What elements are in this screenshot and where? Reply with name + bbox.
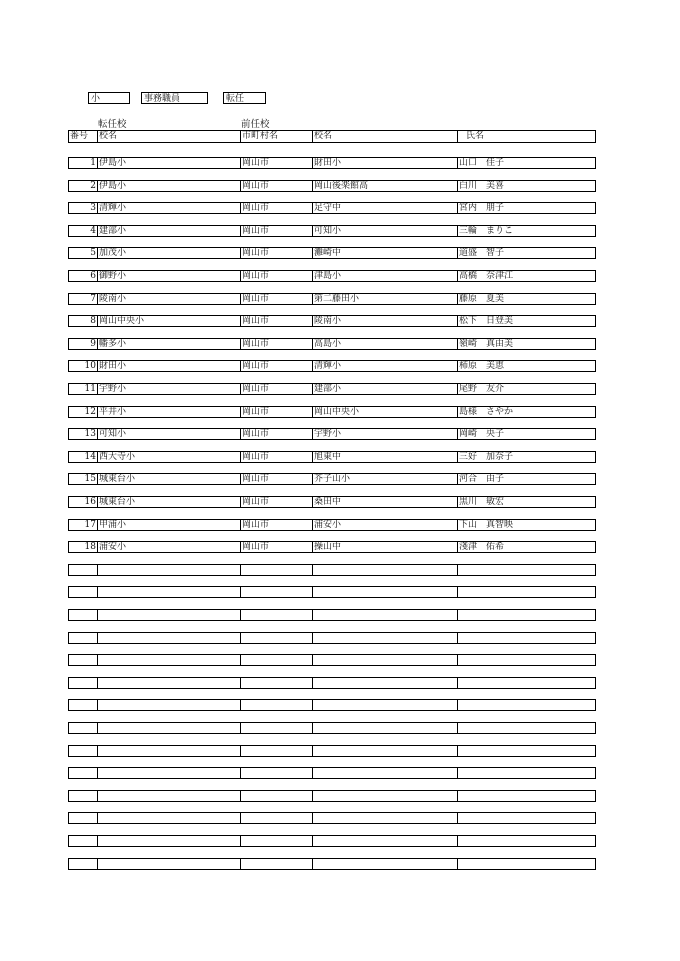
prev-school-name: 浦安小 bbox=[312, 520, 457, 530]
prev-city bbox=[240, 836, 312, 846]
new-school-name bbox=[97, 836, 240, 846]
new-school-name: 宇野小 bbox=[97, 384, 240, 394]
prev-city: 岡山市 bbox=[240, 294, 312, 304]
row-number bbox=[69, 723, 97, 733]
prev-city bbox=[240, 723, 312, 733]
person-name: 岡崎 央子 bbox=[457, 429, 595, 439]
person-name bbox=[457, 791, 595, 801]
new-school-name: 幡多小 bbox=[97, 339, 240, 349]
table-row bbox=[68, 406, 596, 418]
row-number bbox=[69, 746, 97, 756]
prev-city bbox=[240, 746, 312, 756]
row-number: 7 bbox=[90, 294, 96, 304]
prev-city: 岡山市 bbox=[240, 361, 312, 371]
row-number: 18 bbox=[84, 542, 96, 552]
table-row bbox=[68, 812, 596, 824]
new-school-name: 平井小 bbox=[97, 407, 240, 417]
new-school-name bbox=[97, 791, 240, 801]
prev-city: 岡山市 bbox=[240, 248, 312, 258]
row-number bbox=[69, 678, 97, 688]
table-row bbox=[68, 564, 596, 576]
header-prev-city: 市町村名 bbox=[240, 131, 312, 142]
table-row bbox=[68, 383, 596, 395]
row-number: 15 bbox=[84, 474, 96, 484]
new-school-name bbox=[97, 813, 240, 823]
header-number: 番号 bbox=[70, 131, 89, 141]
table-row bbox=[68, 541, 596, 553]
person-name: 松下 日登美 bbox=[457, 316, 595, 326]
table-row bbox=[68, 473, 596, 485]
table-row bbox=[68, 609, 596, 621]
prev-city: 岡山市 bbox=[240, 384, 312, 394]
new-school-name bbox=[97, 768, 240, 778]
new-school-group-heading: 転任校 bbox=[98, 119, 127, 130]
row-number bbox=[69, 791, 97, 801]
table-row bbox=[68, 180, 596, 192]
table-row bbox=[68, 225, 596, 237]
school-type-field: 小 bbox=[88, 92, 130, 104]
table-row bbox=[68, 451, 596, 463]
prev-school-name: 財田小 bbox=[312, 158, 457, 168]
row-number bbox=[69, 859, 97, 869]
table-row bbox=[68, 428, 596, 440]
new-school-name: 可知小 bbox=[97, 429, 240, 439]
table-row bbox=[68, 790, 596, 802]
person-name bbox=[457, 587, 595, 597]
row-number bbox=[69, 565, 97, 575]
prev-school-name: 岡山後楽館高 bbox=[312, 181, 457, 191]
prev-city: 岡山市 bbox=[240, 520, 312, 530]
new-school-name bbox=[97, 859, 240, 869]
prev-city: 岡山市 bbox=[240, 474, 312, 484]
person-name: 宮内 朋子 bbox=[457, 203, 595, 213]
prev-school-name bbox=[312, 633, 457, 643]
person-name: 白川 美喜 bbox=[457, 181, 595, 191]
new-school-name: 御野小 bbox=[97, 271, 240, 281]
prev-school-name bbox=[312, 791, 457, 801]
prev-school-name bbox=[312, 700, 457, 710]
row-number bbox=[69, 633, 97, 643]
person-name bbox=[457, 655, 595, 665]
table-row bbox=[68, 745, 596, 757]
row-number bbox=[69, 768, 97, 778]
new-school-name bbox=[97, 678, 240, 688]
row-number: 14 bbox=[84, 452, 96, 462]
person-name: 柿原 美恵 bbox=[457, 361, 595, 371]
new-school-name: 伊島小 bbox=[97, 158, 240, 168]
new-school-name: 城東台小 bbox=[97, 497, 240, 507]
person-name: 藤原 夏美 bbox=[457, 294, 595, 304]
prev-city bbox=[240, 655, 312, 665]
prev-school-name bbox=[312, 587, 457, 597]
table-row bbox=[68, 202, 596, 214]
row-number: 5 bbox=[90, 248, 96, 258]
prev-school-name bbox=[312, 678, 457, 688]
person-name bbox=[457, 678, 595, 688]
person-name: 山口 佳子 bbox=[457, 158, 595, 168]
new-school-name: 甲浦小 bbox=[97, 520, 240, 530]
prev-city: 岡山市 bbox=[240, 407, 312, 417]
prev-school-name: 陵南小 bbox=[312, 316, 457, 326]
prev-city bbox=[240, 859, 312, 869]
prev-school-group-heading: 前任校 bbox=[241, 119, 270, 130]
new-school-name bbox=[97, 633, 240, 643]
prev-school-name: 可知小 bbox=[312, 226, 457, 236]
header-prev-school-name: 校名 bbox=[312, 131, 457, 142]
person-name: 道盛 智子 bbox=[457, 248, 595, 258]
row-number bbox=[69, 610, 97, 620]
prev-city bbox=[240, 587, 312, 597]
person-name bbox=[457, 610, 595, 620]
new-school-name: 清輝小 bbox=[97, 203, 240, 213]
prev-city bbox=[240, 700, 312, 710]
table-row bbox=[68, 519, 596, 531]
prev-school-name: 宇野小 bbox=[312, 429, 457, 439]
row-number bbox=[69, 700, 97, 710]
table-row bbox=[68, 157, 596, 169]
row-number: 10 bbox=[84, 361, 96, 371]
table-row bbox=[68, 247, 596, 259]
table-row bbox=[68, 360, 596, 372]
new-school-name: 浦安小 bbox=[97, 542, 240, 552]
prev-school-name bbox=[312, 768, 457, 778]
person-name: 下山 真智映 bbox=[457, 520, 595, 530]
prev-city: 岡山市 bbox=[240, 181, 312, 191]
prev-school-name: 操山中 bbox=[312, 542, 457, 552]
row-number: 11 bbox=[84, 384, 96, 394]
person-name: 尾野 友介 bbox=[457, 384, 595, 394]
prev-city: 岡山市 bbox=[240, 226, 312, 236]
table-row bbox=[68, 722, 596, 734]
person-name: 淺津 佑希 bbox=[457, 542, 595, 552]
person-name bbox=[457, 768, 595, 778]
prev-school-name bbox=[312, 610, 457, 620]
prev-school-name: 岡山中央小 bbox=[312, 407, 457, 417]
prev-city: 岡山市 bbox=[240, 497, 312, 507]
prev-city bbox=[240, 565, 312, 575]
new-school-name bbox=[97, 587, 240, 597]
prev-school-name: 桑田中 bbox=[312, 497, 457, 507]
table-row bbox=[68, 315, 596, 327]
new-school-name: 岡山中央小 bbox=[97, 316, 240, 326]
row-number: 2 bbox=[90, 181, 96, 191]
row-number: 3 bbox=[90, 203, 96, 213]
prev-school-name bbox=[312, 723, 457, 733]
prev-city: 岡山市 bbox=[240, 203, 312, 213]
person-name bbox=[457, 746, 595, 756]
header-person-name: 氏名 bbox=[457, 131, 595, 142]
table-row bbox=[68, 835, 596, 847]
prev-school-name bbox=[312, 836, 457, 846]
prev-school-name: 清輝小 bbox=[312, 361, 457, 371]
row-number: 9 bbox=[90, 339, 96, 349]
prev-school-name: 第二藤田小 bbox=[312, 294, 457, 304]
prev-school-name: 芥子山小 bbox=[312, 474, 457, 484]
row-number bbox=[69, 813, 97, 823]
move-type-field: 転任 bbox=[223, 92, 266, 104]
prev-school-name: 津島小 bbox=[312, 271, 457, 281]
table-row bbox=[68, 654, 596, 666]
table-row bbox=[68, 699, 596, 711]
person-name: 黒川 敏宏 bbox=[457, 497, 595, 507]
row-number: 8 bbox=[90, 316, 96, 326]
prev-city bbox=[240, 768, 312, 778]
table-row bbox=[68, 767, 596, 779]
prev-city bbox=[240, 678, 312, 688]
row-number: 1 bbox=[90, 158, 96, 168]
prev-school-name bbox=[312, 655, 457, 665]
row-number: 6 bbox=[90, 271, 96, 281]
prev-city bbox=[240, 633, 312, 643]
person-name: 三好 加奈子 bbox=[457, 452, 595, 462]
row-number: 16 bbox=[84, 497, 96, 507]
person-name: 嶺崎 真由美 bbox=[457, 339, 595, 349]
table-row bbox=[68, 338, 596, 350]
prev-city bbox=[240, 791, 312, 801]
new-school-name: 伊島小 bbox=[97, 181, 240, 191]
new-school-name bbox=[97, 565, 240, 575]
person-name bbox=[457, 723, 595, 733]
row-number: 17 bbox=[84, 520, 96, 530]
prev-school-name: 高島小 bbox=[312, 339, 457, 349]
row-number bbox=[69, 655, 97, 665]
new-school-name: 陵南小 bbox=[97, 294, 240, 304]
table-row bbox=[68, 496, 596, 508]
row-number: 4 bbox=[90, 226, 96, 236]
person-name bbox=[457, 633, 595, 643]
table-row bbox=[68, 270, 596, 282]
person-name bbox=[457, 700, 595, 710]
prev-school-name: 旭東中 bbox=[312, 452, 457, 462]
new-school-name bbox=[97, 655, 240, 665]
prev-city: 岡山市 bbox=[240, 158, 312, 168]
prev-school-name bbox=[312, 813, 457, 823]
prev-city: 岡山市 bbox=[240, 452, 312, 462]
new-school-name: 加茂小 bbox=[97, 248, 240, 258]
row-number: 13 bbox=[84, 429, 96, 439]
person-name: 高橋 奈津江 bbox=[457, 271, 595, 281]
person-name: 島様 さやか bbox=[457, 407, 595, 417]
person-name bbox=[457, 813, 595, 823]
prev-city: 岡山市 bbox=[240, 271, 312, 281]
new-school-name: 西大寺小 bbox=[97, 452, 240, 462]
new-school-name bbox=[97, 610, 240, 620]
prev-school-name bbox=[312, 746, 457, 756]
person-name bbox=[457, 859, 595, 869]
table-row bbox=[68, 677, 596, 689]
person-name bbox=[457, 565, 595, 575]
table-row bbox=[68, 586, 596, 598]
row-number bbox=[69, 836, 97, 846]
prev-city: 岡山市 bbox=[240, 429, 312, 439]
table-row bbox=[68, 632, 596, 644]
new-school-name bbox=[97, 746, 240, 756]
prev-city: 岡山市 bbox=[240, 339, 312, 349]
new-school-name bbox=[97, 700, 240, 710]
prev-city bbox=[240, 813, 312, 823]
prev-city: 岡山市 bbox=[240, 316, 312, 326]
prev-school-name: 建部小 bbox=[312, 384, 457, 394]
table-row bbox=[68, 293, 596, 305]
row-number: 12 bbox=[84, 407, 96, 417]
new-school-name: 城東台小 bbox=[97, 474, 240, 484]
new-school-name bbox=[97, 723, 240, 733]
new-school-name: 建部小 bbox=[97, 226, 240, 236]
prev-school-name bbox=[312, 859, 457, 869]
header-new-school-name: 校名 bbox=[97, 131, 240, 142]
prev-city bbox=[240, 610, 312, 620]
person-name: 河合 由子 bbox=[457, 474, 595, 484]
person-name: 三輪 まりこ bbox=[457, 226, 595, 236]
prev-city: 岡山市 bbox=[240, 542, 312, 552]
table-row bbox=[68, 858, 596, 870]
job-type-field: 事務職員 bbox=[141, 92, 208, 104]
prev-school-name: 灘崎中 bbox=[312, 248, 457, 258]
row-number bbox=[69, 587, 97, 597]
person-name bbox=[457, 836, 595, 846]
new-school-name: 財田小 bbox=[97, 361, 240, 371]
prev-school-name: 足守中 bbox=[312, 203, 457, 213]
prev-school-name bbox=[312, 565, 457, 575]
